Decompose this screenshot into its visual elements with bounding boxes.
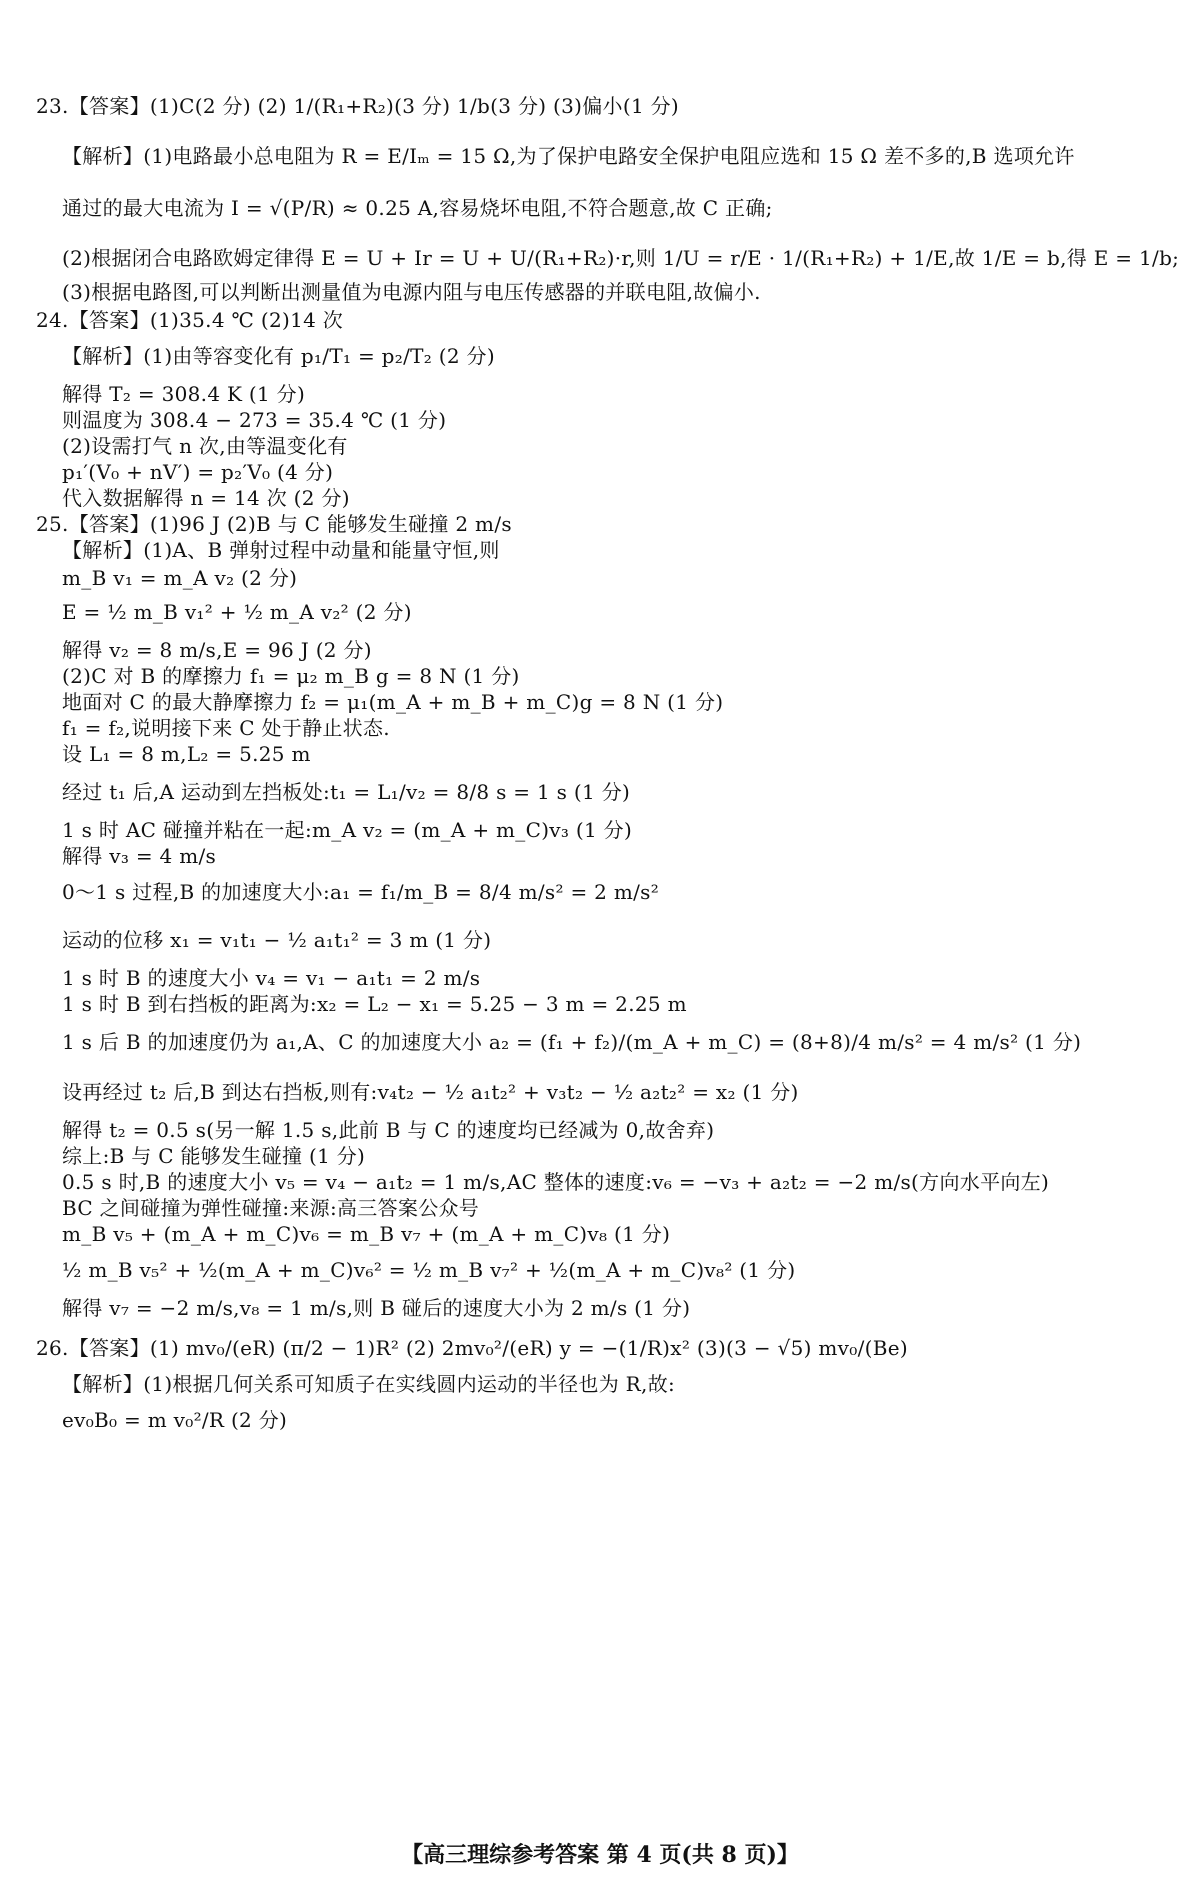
q26-answer: 26.【答案】(1) mv₀/(eR) (π/2 − 1)R² (2) 2mv₀²/(eR) y = −(1/R)x² (3)(3 − √5) mv₀/(Be) bbox=[36, 1336, 908, 1360]
q25-analysis-1: 【解析】(1)A、B 弹射过程中动量和能量守恒,则 bbox=[62, 538, 500, 562]
q25-analysis-21: BC 之间碰撞为弹性碰撞:来源:高三答案公众号 bbox=[62, 1196, 480, 1220]
q25-analysis-5: (2)C 对 B 的摩擦力 f₁ = μ₂ m_B g = 8 N (1 分) bbox=[62, 664, 520, 688]
q25-analysis-17: 设再经过 t₂ 后,B 到达右挡板,则有:v₄t₂ − ½ a₁t₂² + v₃t₂ − ½ a₂t₂² = x₂ (1 分) bbox=[62, 1080, 799, 1104]
q25-analysis-12: 0～1 s 过程,B 的加速度大小:a₁ = f₁/m_B = 8/4 m/s² = 2 m/s² bbox=[62, 880, 660, 904]
q25-analysis-23: ½ m_B v₅² + ½(m_A + m_C)v₆² = ½ m_B v₇² + ½(m_A + m_C)v₈² (1 分) bbox=[62, 1258, 796, 1282]
q25-analysis-15: 1 s 时 B 到右挡板的距离为:x₂ = L₂ − x₁ = 5.25 − 3 m = 2.25 m bbox=[62, 992, 687, 1016]
q23-analysis-1: 【解析】(1)电路最小总电阻为 R = E/Iₘ = 15 Ω,为了保护电路安全保护电阻应选和 15 Ω 差不多的,B 选项允许 bbox=[62, 144, 1075, 168]
q24-analysis-5: p₁′(V₀ + nV′) = p₂′V₀ (4 分) bbox=[62, 460, 334, 484]
q26-analysis-1: 【解析】(1)根据几何关系可知质子在实线圆内运动的半径也为 R,故: bbox=[62, 1372, 676, 1396]
page-footer: 【高三理综参考答案 第 4 页(共 8 页)】 bbox=[401, 1842, 799, 1868]
q25-analysis-2: m_B v₁ = m_A v₂ (2 分) bbox=[62, 566, 298, 590]
q25-analysis-22: m_B v₅ + (m_A + m_C)v₆ = m_B v₇ + (m_A + m_C)v₈ (1 分) bbox=[62, 1222, 671, 1246]
q25-analysis-19: 综上:B 与 C 能够发生碰撞 (1 分) bbox=[62, 1144, 366, 1168]
q25-analysis-20: 0.5 s 时,B 的速度大小 v₅ = v₄ − a₁t₂ = 1 m/s,AC 整体的速度:v₆ = −v₃ + a₂t₂ = −2 m/s(方向水平向左) bbox=[62, 1170, 1050, 1194]
q23-analysis-3: (2)根据闭合电路欧姆定律得 E = U + Ir = U + U/(R₁+R₂)·r,则 1/U = r/E · 1/(R₁+R₂) + 1/E,故 1/E = b,得 E = 1/b; bbox=[62, 246, 1180, 270]
q24-analysis-3: 则温度为 308.4 − 273 = 35.4 ℃ (1 分) bbox=[62, 408, 447, 432]
q25-analysis-8: 设 L₁ = 8 m,L₂ = 5.25 m bbox=[62, 742, 311, 766]
q25-analysis-24: 解得 v₇ = −2 m/s,v₈ = 1 m/s,则 B 碰后的速度大小为 2 m/s (1 分) bbox=[62, 1296, 691, 1320]
q25-analysis-13: 运动的位移 x₁ = v₁t₁ − ½ a₁t₁² = 3 m (1 分) bbox=[62, 928, 492, 952]
q25-analysis-4: 解得 v₂ = 8 m/s,E = 96 J (2 分) bbox=[62, 638, 372, 662]
q23-answer: 23.【答案】(1)C(2 分) (2) 1/(R₁+R₂)(3 分) 1/b(3 分) (3)偏小(1 分) bbox=[36, 94, 680, 118]
q24-answer: 24.【答案】(1)35.4 ℃ (2)14 次 bbox=[36, 308, 344, 332]
q25-analysis-3: E = ½ m_B v₁² + ½ m_A v₂² (2 分) bbox=[62, 600, 412, 624]
q23-analysis-4: (3)根据电路图,可以判断出测量值为电源内阻与电压传感器的并联电阻,故偏小. bbox=[62, 280, 761, 304]
q25-analysis-16: 1 s 后 B 的加速度仍为 a₁,A、C 的加速度大小 a₂ = (f₁ + f₂)/(m_A + m_C) = (8+8)/4 m/s² = 4 m/s² (1 分) bbox=[62, 1030, 1082, 1054]
q24-analysis-4: (2)设需打气 n 次,由等温变化有 bbox=[62, 434, 348, 458]
q24-analysis-6: 代入数据解得 n = 14 次 (2 分) bbox=[62, 486, 350, 510]
q25-analysis-7: f₁ = f₂,说明接下来 C 处于静止状态. bbox=[62, 716, 390, 740]
q25-analysis-14: 1 s 时 B 的速度大小 v₄ = v₁ − a₁t₁ = 2 m/s bbox=[62, 966, 481, 990]
q24-analysis-1: 【解析】(1)由等容变化有 p₁/T₁ = p₂/T₂ (2 分) bbox=[62, 344, 495, 368]
q23-analysis-2: 通过的最大电流为 I = √(P/R) ≈ 0.25 A,容易烧坏电阻,不符合题意,故 C 正确; bbox=[62, 196, 773, 220]
q25-analysis-10: 1 s 时 AC 碰撞并粘在一起:m_A v₂ = (m_A + m_C)v₃ (1 分) bbox=[62, 818, 633, 842]
q24-analysis-2: 解得 T₂ = 308.4 K (1 分) bbox=[62, 382, 306, 406]
q25-analysis-6: 地面对 C 的最大静摩擦力 f₂ = μ₁(m_A + m_B + m_C)g = 8 N (1 分) bbox=[62, 690, 724, 714]
q25-answer: 25.【答案】(1)96 J (2)B 与 C 能够发生碰撞 2 m/s bbox=[36, 512, 512, 536]
q25-analysis-18: 解得 t₂ = 0.5 s(另一解 1.5 s,此前 B 与 C 的速度均已经减为 0,故舍弃) bbox=[62, 1118, 715, 1142]
q25-analysis-11: 解得 v₃ = 4 m/s bbox=[62, 844, 217, 868]
q26-analysis-2: ev₀B₀ = m v₀²/R (2 分) bbox=[62, 1408, 288, 1432]
q25-analysis-9: 经过 t₁ 后,A 运动到左挡板处:t₁ = L₁/v₂ = 8/8 s = 1 s (1 分) bbox=[62, 780, 631, 804]
